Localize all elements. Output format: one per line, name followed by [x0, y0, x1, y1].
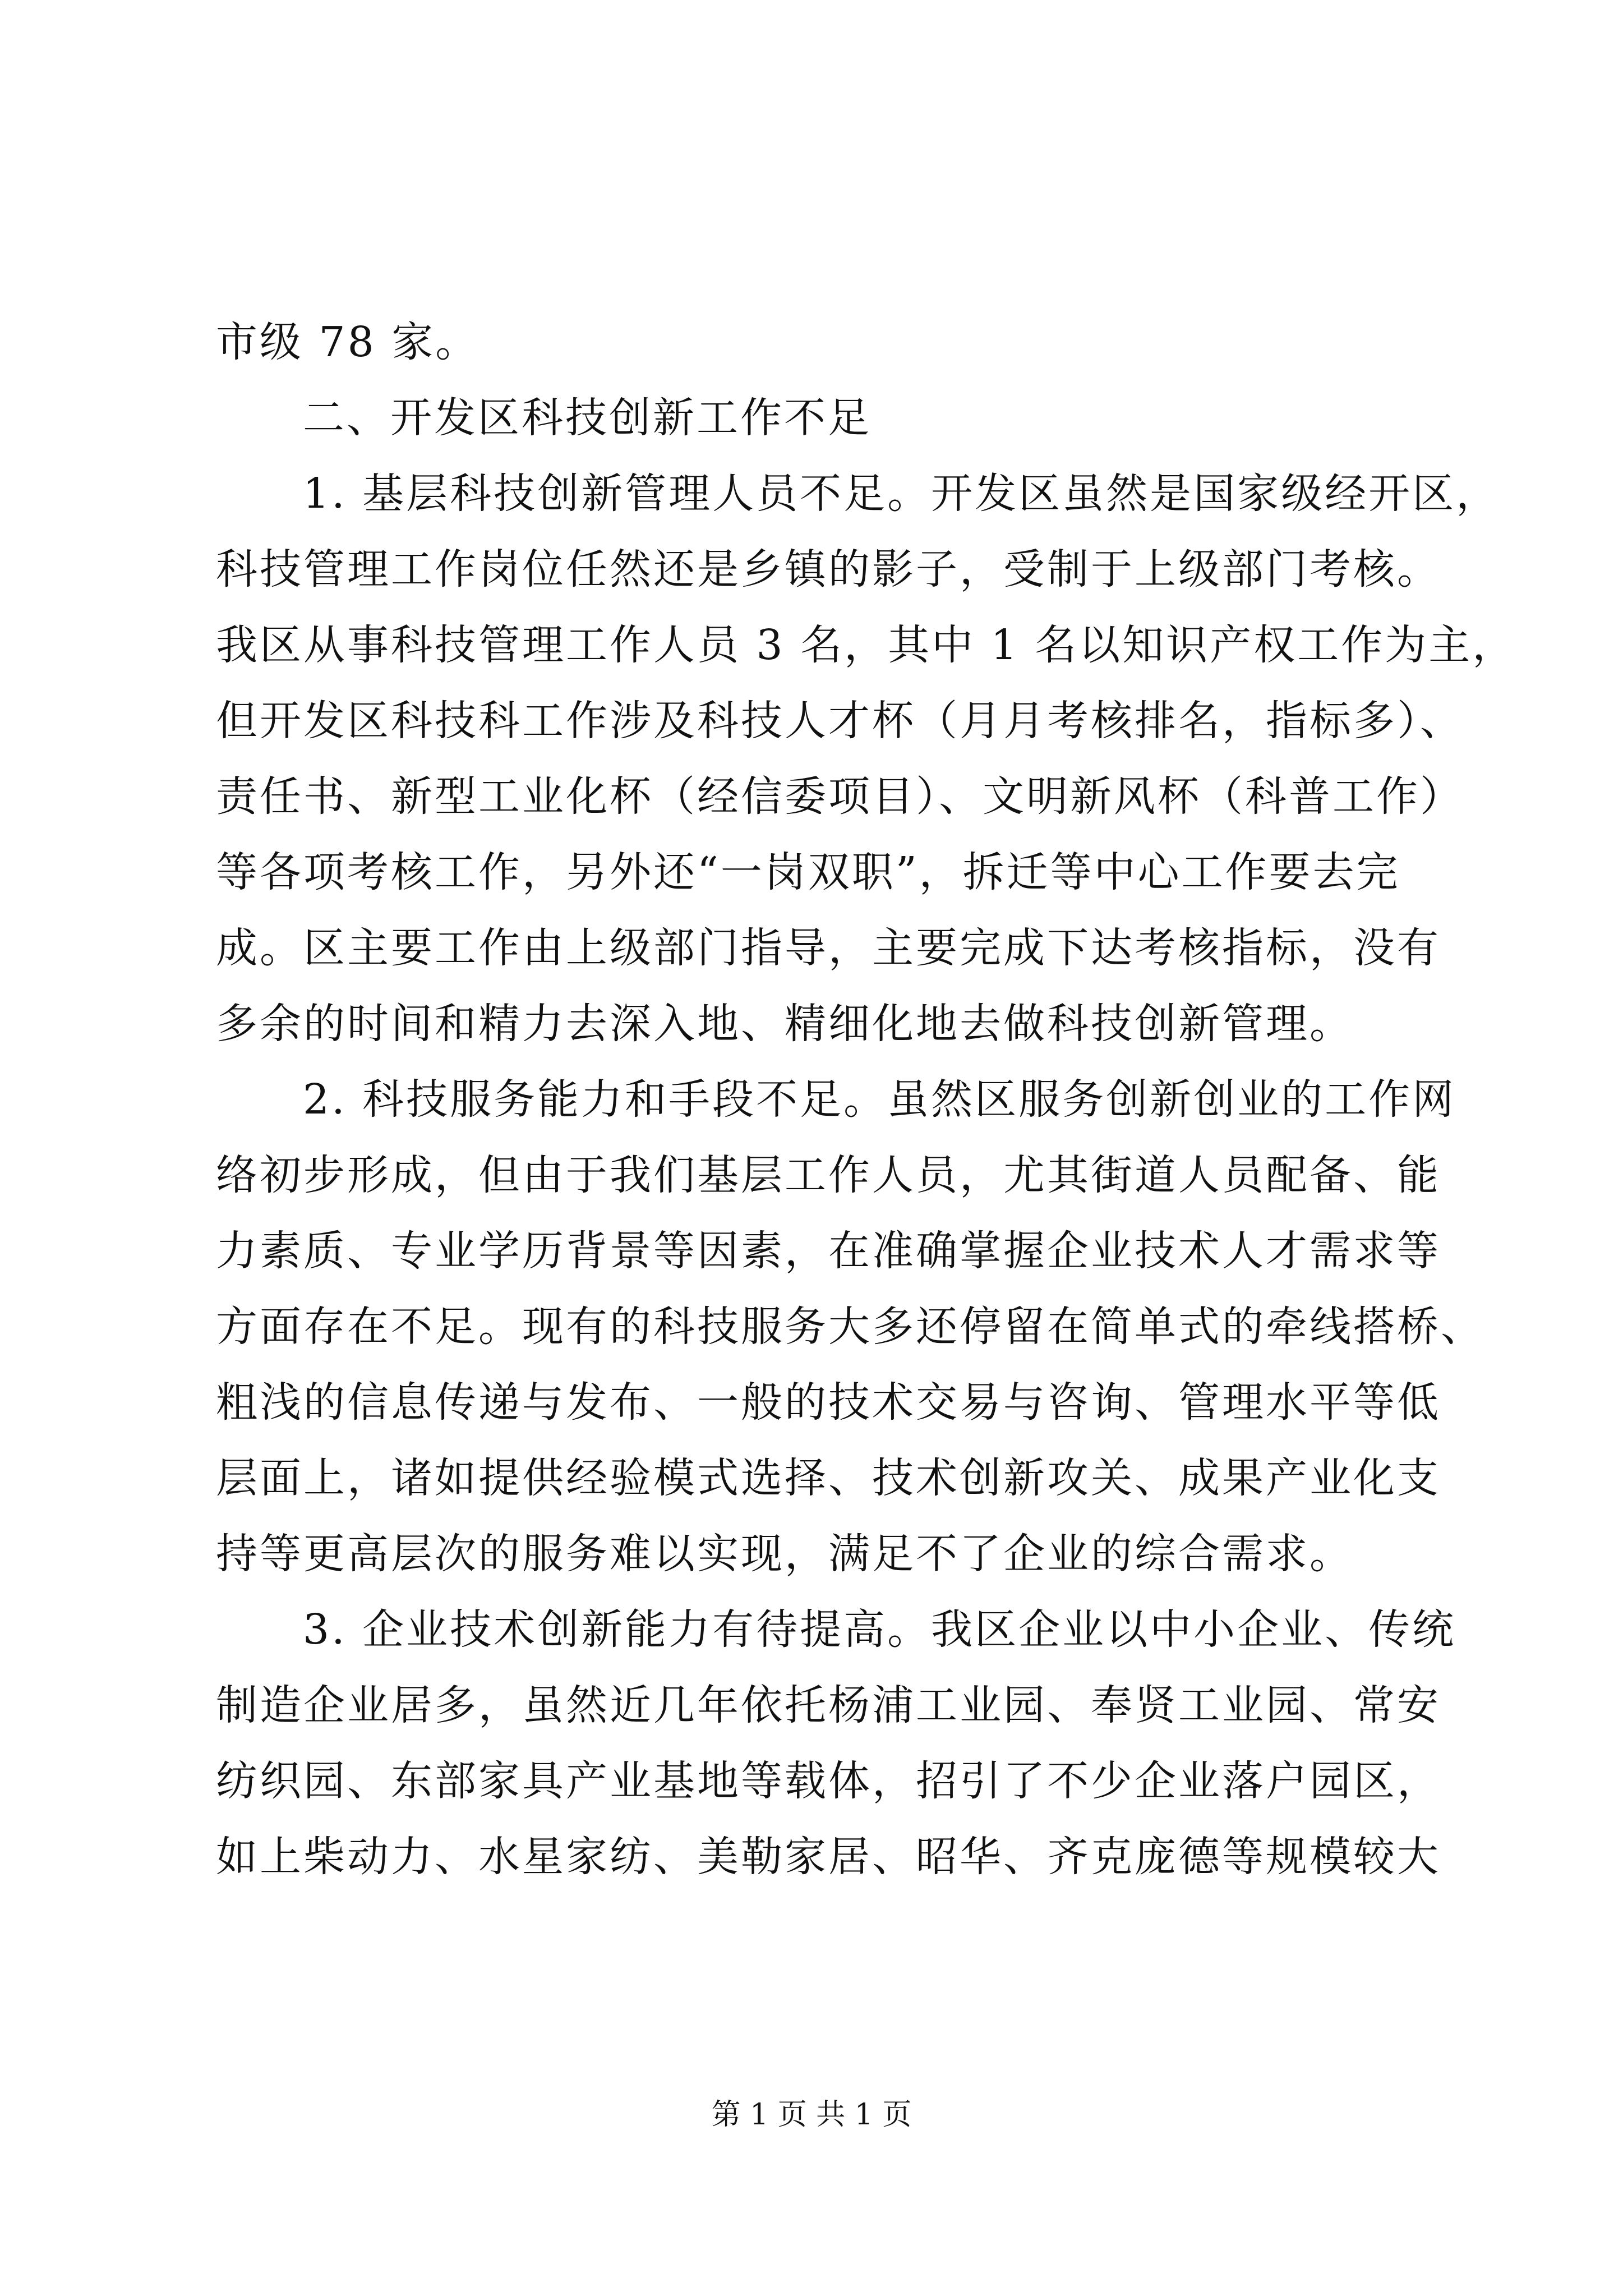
text-line: 成。区主要工作由上级部门指导，主要完成下达考核指标，没有 — [216, 924, 1441, 972]
text-line: 络初步形成，但由于我们基层工作人员，尤其街道人员配备、能 — [216, 1151, 1441, 1199]
text-line: 方面存在不足。现有的科技服务大多还停留在简单式的牵线搭桥、 — [216, 1303, 1484, 1351]
text-line: 市级 78 家。 — [216, 318, 479, 366]
text-line: 但开发区科技科工作涉及科技人才杯（月月考核排名，指标多）、 — [216, 697, 1464, 745]
text-line: 层面上，诸如提供经验模式选择、技术创新攻关、成果产业化支 — [216, 1454, 1441, 1502]
text-line: 1. 基层科技创新管理人员不足。开发区虽然是国家级经开区， — [303, 470, 1500, 518]
section-heading: 二、开发区科技创新工作不足 — [303, 394, 872, 442]
text-line: 责任书、新型工业化杯（经信委项目）、文明新风杯（科普工作） — [216, 772, 1464, 821]
text-line: 持等更高层次的服务难以实现，满足不了企业的综合需求。 — [216, 1530, 1353, 1578]
text-line: 2. 科技服务能力和手段不足。虽然区服务创新创业的工作网 — [303, 1075, 1456, 1124]
text-line: 力素质、专业学历背景等因素，在准确掌握企业技术人才需求等 — [216, 1227, 1441, 1275]
page-footer: 第 1 页 共 1 页 — [711, 2098, 912, 2132]
text-line: 粗浅的信息传递与发布、一般的技术交易与咨询、管理水平等低 — [216, 1378, 1441, 1427]
text-line: 制造企业居多，虽然近几年依托杨浦工业园、奉贤工业园、常安 — [216, 1681, 1441, 1729]
text-line: 3. 企业技术创新能力有待提高。我区企业以中小企业、传统 — [303, 1605, 1456, 1654]
text-line: 我区从事科技管理工作人员 3 名，其中 1 名以知识产权工作为主， — [216, 621, 1516, 669]
text-line: 纺织园、东部家具产业基地等载体，招引了不少企业落户园区， — [216, 1757, 1441, 1805]
text-line: 如上柴动力、水星家纺、美勒家居、昭华、齐克庞德等规模较大 — [216, 1833, 1441, 1881]
text-line: 多余的时间和精力去深入地、精细化地去做科技创新管理。 — [216, 1000, 1353, 1048]
text-line: 等各项考核工作，另外还“一岗双职”，拆迁等中心工作要去完 — [216, 848, 1400, 896]
text-line: 科技管理工作岗位任然还是乡镇的影子，受制于上级部门考核。 — [216, 545, 1441, 593]
